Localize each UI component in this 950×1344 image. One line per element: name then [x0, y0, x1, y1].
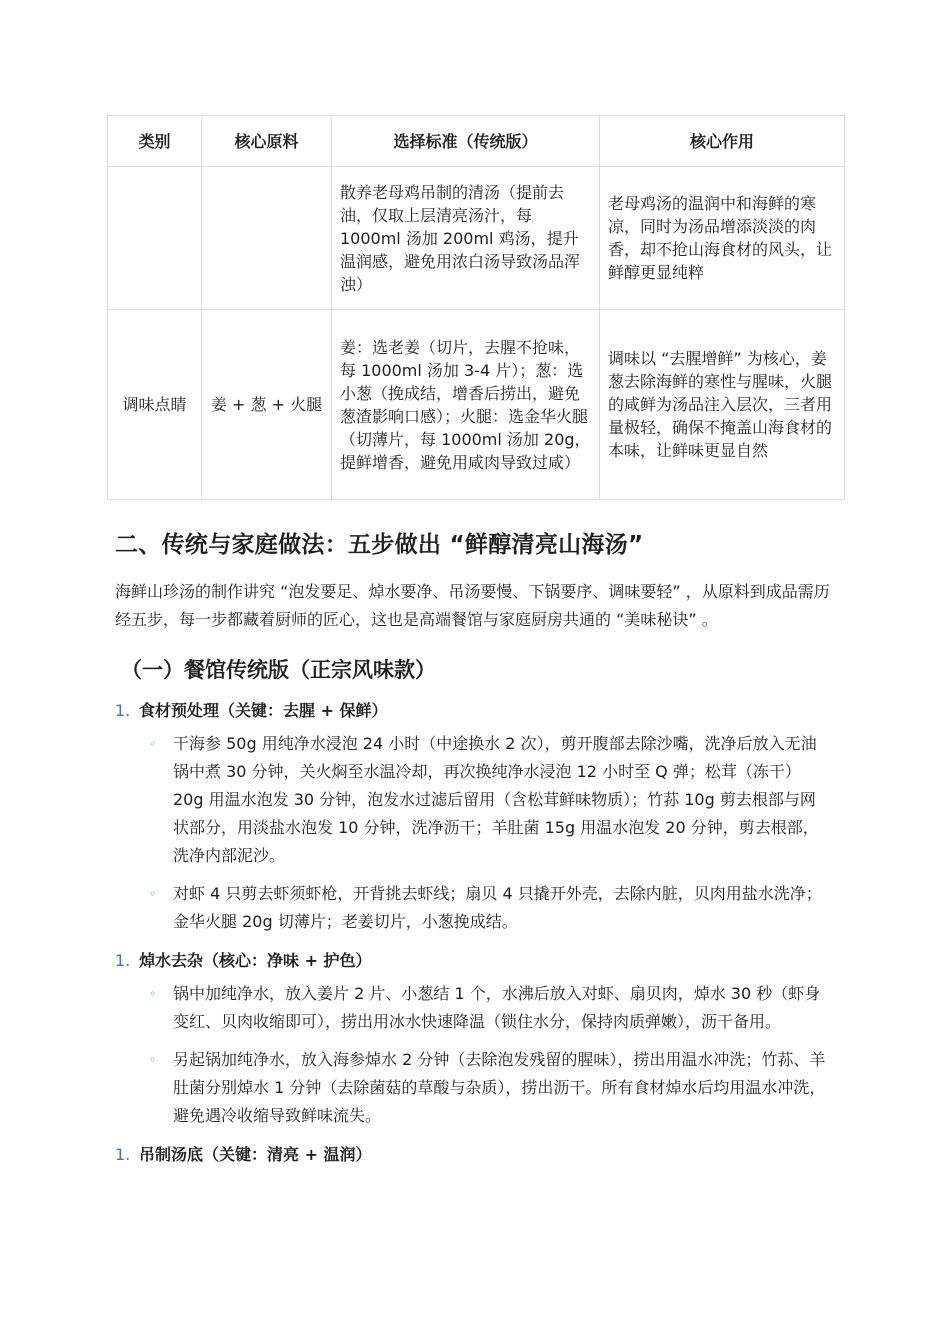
list-item-text: 干海参 50g 用纯净水浸泡 24 小时（中途换水 2 次），剪开腹部去除沙嘴，洗净后放入无油锅中煮 30 分钟，关火焖至水温冷却，再次换纯净水浸泡 12 小时至 Q 弹；松茸（冻干）20g 用温水泡发 30 分钟，泡发水过滤后留用（含松茸鲜味物质）；竹荪 10g 剪去根部与网状部分，用淡盐水泡发 10 分钟，洗净沥干；羊肚菌 15g 用温水泡发 20 分钟，剪去根部，洗净内部泥沙。	[173, 734, 819, 865]
list-item	[149, 980, 844, 1036]
bullet-icon: ◦	[149, 987, 157, 1001]
step-bullet-list	[149, 730, 844, 936]
step-item	[115, 698, 844, 724]
step-number: 1.	[115, 951, 131, 970]
table-header-row	[108, 116, 845, 167]
step-title: 焯水去杂（核心：净味 + 护色）	[139, 951, 372, 970]
table-row	[108, 167, 845, 310]
step-item	[115, 948, 844, 974]
table-cell-standard: 姜：选老姜（切片，去腥不抢味，每 1000ml 汤加 3-4 片）；葱：选小葱（挽成结，增香后捞出，避免葱渣影响口感）；火腿：选金华火腿（切薄片，每 1000ml 汤加 20g，提鲜增香，避免用咸肉导致过咸）	[332, 310, 600, 500]
step-bullet-list	[149, 980, 844, 1130]
step-number: 1.	[115, 1145, 131, 1164]
table-header-role: 核心作用	[600, 116, 845, 167]
list-item	[149, 880, 844, 936]
table-header-standard: 选择标准（传统版）	[332, 116, 600, 167]
table-cell-role: 调味以 “去腥增鲜” 为核心，姜葱去除海鲜的寒性与腥味，火腿的咸鲜为汤品注入层次，三者用量极轻，确保不掩盖山海食材的本味，让鲜味更显自然	[600, 310, 845, 500]
step-item	[115, 1142, 844, 1168]
list-item-text: 另起锅加纯净水，放入海参焯水 2 分钟（去除泡发残留的腥味），捞出用温水冲洗；竹荪、羊肚菌分别焯水 1 分钟（去除菌菇的草酸与杂质），捞出沥干。所有食材焯水后均用温水冲洗，避免遇冷收缩导致鲜味流失。	[173, 1050, 826, 1125]
ingredient-table	[107, 115, 845, 500]
table-cell-category	[108, 167, 202, 310]
bullet-icon: ◦	[149, 737, 157, 751]
step-number: 1.	[115, 701, 131, 720]
step-title: 吊制汤底（关键：清亮 + 温润）	[139, 1145, 372, 1164]
bullet-icon: ◦	[149, 887, 157, 901]
table-cell-role: 老母鸡汤的温润中和海鲜的寒凉，同时为汤品增添淡淡的肉香，却不抢山海食材的风头，让鲜醇更显纯粹	[600, 167, 845, 310]
document-page	[107, 115, 844, 1168]
table-header-category: 类别	[108, 116, 202, 167]
section-heading: 二、传统与家庭做法：五步做出 “鲜醇清亮山海汤”	[115, 532, 644, 558]
bullet-icon: ◦	[149, 1053, 157, 1067]
step-title: 食材预处理（关键：去腥 + 保鲜）	[139, 701, 388, 720]
table-header-ingredient: 核心原料	[202, 116, 332, 167]
list-item-text: 对虾 4 只剪去虾须虾枪，开背挑去虾线；扇贝 4 只撬开外壳，去除内脏，贝肉用盐水洗净；金华火腿 20g 切薄片；老姜切片，小葱挽成结。	[173, 884, 822, 931]
table-cell-category: 调味点睛	[108, 310, 202, 500]
table-row	[108, 310, 845, 500]
section-intro: 海鲜山珍汤的制作讲究 “泡发要足、焯水要净、吊汤要慢、下锅要序、调味要轻” ，从原料到成品需历经五步，每一步都藏着厨师的匠心，这也是高端餐馆与家庭厨房共通的 “美味秘诀” 。	[115, 582, 830, 629]
list-item-text: 锅中加纯净水，放入姜片 2 片、小葱结 1 个，水沸后放入对虾、扇贝肉，焯水 30 秒（虾身变红、贝肉收缩即可），捞出用冰水快速降温（锁住水分，保持肉质弹嫩），沥干备用。	[173, 984, 821, 1031]
list-item	[149, 1046, 844, 1130]
table-cell-ingredient	[202, 167, 332, 310]
list-item	[149, 730, 844, 870]
table-cell-ingredient: 姜 + 葱 + 火腿	[202, 310, 332, 500]
subsection-heading: （一）餐馆传统版（正宗风味款）	[121, 658, 436, 682]
table-cell-standard: 散养老母鸡吊制的清汤（提前去油，仅取上层清亮汤汁，每 1000ml 汤加 200ml 鸡汤，提升温润感，避免用浓白汤导致汤品浑浊）	[332, 167, 600, 310]
